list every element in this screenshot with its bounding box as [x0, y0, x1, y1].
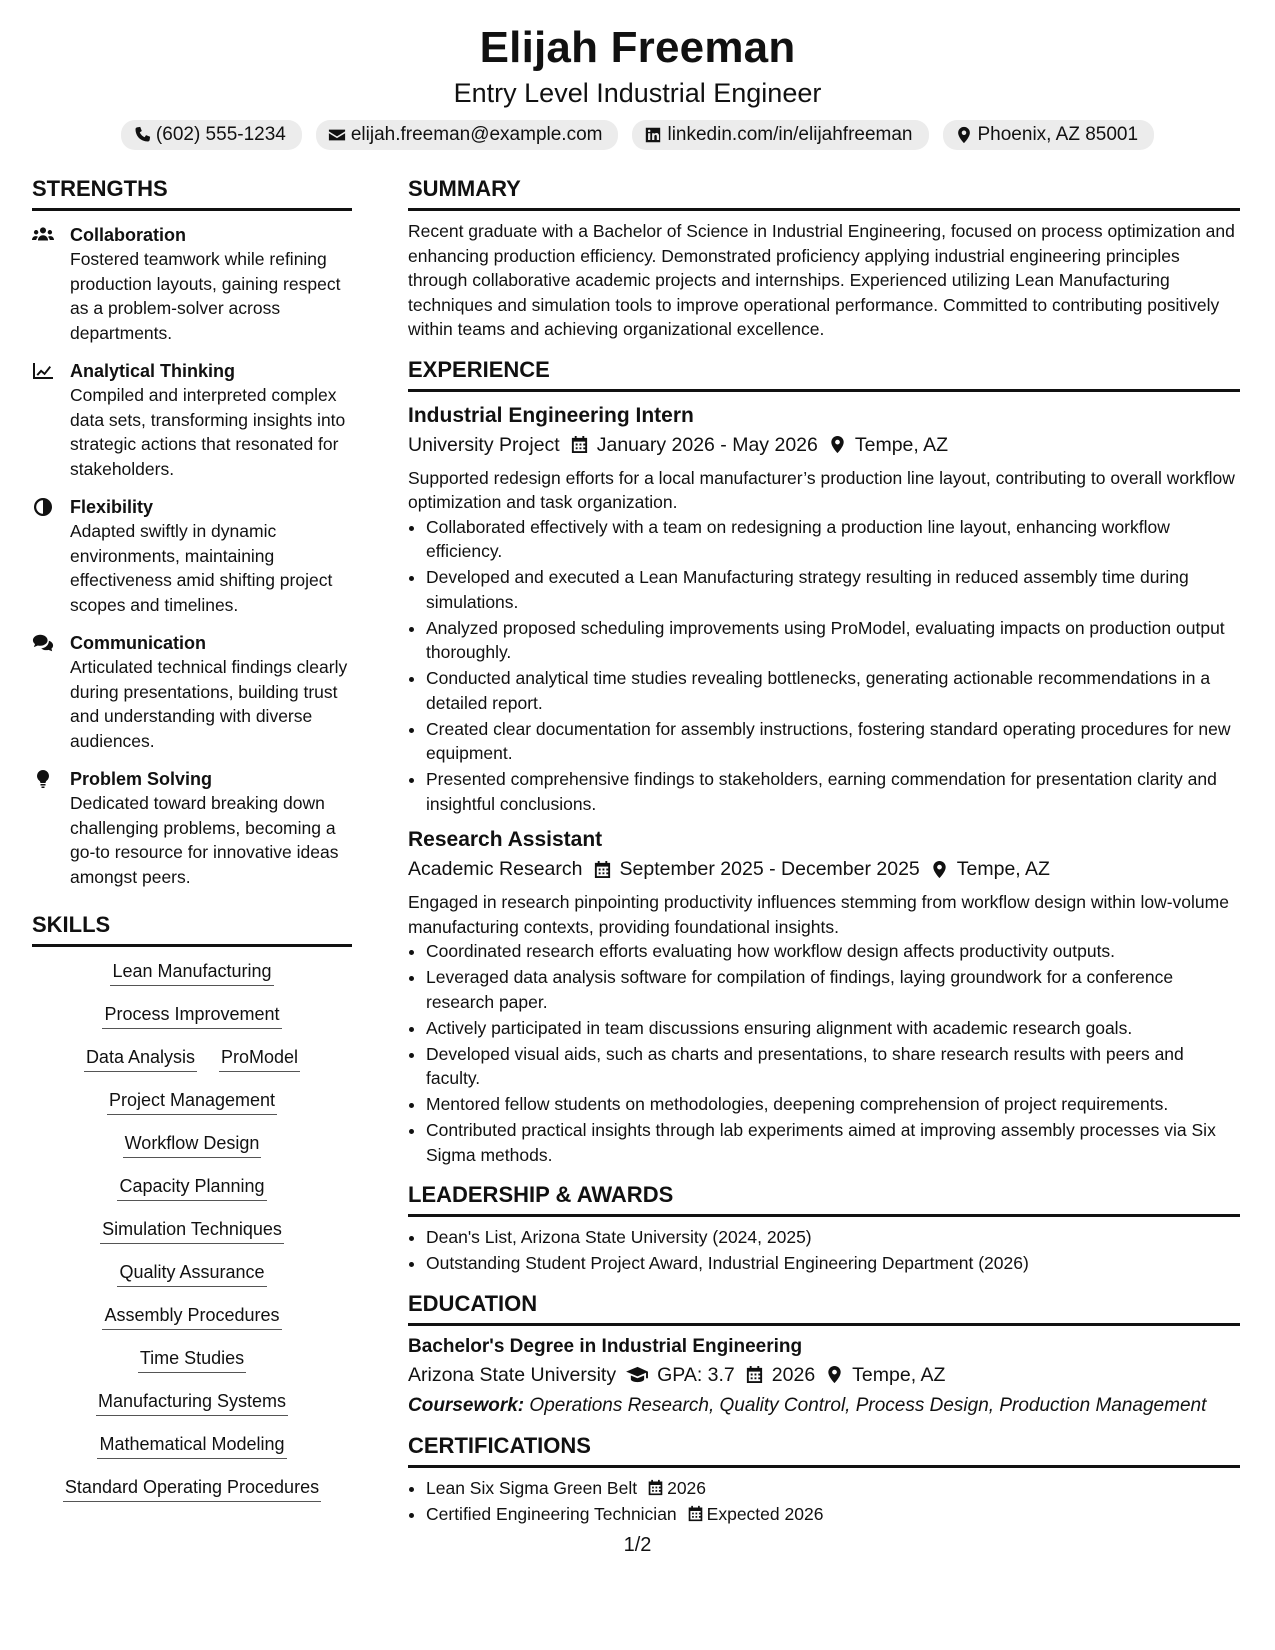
strengths-heading: STRENGTHS [32, 175, 352, 211]
strengths-list [32, 223, 352, 889]
job-bullet: • Leveraged data analysis software for compilation of findings, laying groundwork for a conference research paper. [426, 965, 1240, 1014]
education-school: Arizona State University [408, 1363, 617, 1386]
contact-linkedin[interactable] [632, 120, 928, 150]
education-coursework [408, 1394, 1240, 1418]
job-description: Engaged in research pinpointing productivity influences stemming from workflow design within low-volume manufacturing contexts, providing foundational insights. [408, 892, 1229, 937]
strength-description: Fostered teamwork while refining production layouts, gaining respect as a problem-solver across departments. [70, 249, 341, 343]
strength-name: Communication [70, 633, 207, 653]
contact-email[interactable] [316, 120, 619, 150]
resume-header [0, 0, 1275, 150]
job-entry [408, 826, 1240, 1167]
location-text: Phoenix, AZ 85001 [977, 124, 1139, 145]
coursework-label: Coursework: [408, 1394, 525, 1416]
job-bullet: • Contributed practical insights through lab experiments aimed at improving assembly processes via Six Sigma methods. [426, 1118, 1240, 1167]
chart-line-icon [32, 361, 54, 381]
envelope-icon [328, 126, 346, 144]
job-role: Industrial Engineering Intern [408, 403, 694, 427]
resume-body [32, 175, 1243, 1528]
skill-tag: Manufacturing Systems [96, 1389, 288, 1416]
education-meta [408, 1360, 1240, 1390]
contact-phone[interactable] [121, 120, 302, 150]
skill-tag: ProModel [219, 1045, 300, 1072]
strength-item [32, 631, 352, 753]
skill-tag: Mathematical Modeling [97, 1432, 286, 1459]
skill-tag: Simulation Techniques [100, 1217, 284, 1244]
certification-name: • Certified Engineering Technician [426, 1503, 677, 1524]
education-gpa: GPA: 3.7 [657, 1363, 735, 1386]
job-description: Supported redesign efforts for a local manufacturer’s production line layout, contributing to overall workflow optimization and task organization. [408, 467, 1235, 512]
strength-item [32, 767, 352, 889]
skill-tag: Assembly Procedures [102, 1303, 281, 1330]
right-column [408, 175, 1240, 1528]
job-meta [408, 430, 1240, 460]
job-bullet: • Analyzed proposed scheduling improvements using ProModel, evaluating impacts on production output thoroughly. [426, 616, 1240, 665]
job-dates: January 2026 - May 2026 [596, 433, 818, 456]
skill-tag: Quality Assurance [117, 1260, 266, 1287]
summary-text: Recent graduate with a Bachelor of Science in Industrial Engineering, focused on process optimization and enhancing production efficiency. Demonstrated proficiency applying industrial engineering principles through collaborative academic projects and internships. Experienced utilizing Lean Manufacturing techniques and simulation tools to improve operational performance. Committed to contributing positively within teams and achieving organizational excellence. [408, 221, 1235, 339]
graduation-cap-icon [626, 1365, 649, 1384]
adjust-icon [32, 497, 54, 517]
job-org: University Project [408, 433, 560, 456]
skill-tag: Lean Manufacturing [110, 959, 273, 986]
calendar-icon [745, 1365, 764, 1384]
map-pin-icon [930, 860, 949, 879]
job-meta [408, 854, 1240, 884]
linkedin-text: linkedin.com/in/elijahfreeman [667, 124, 913, 145]
awards-list [408, 1225, 1240, 1276]
candidate-name: Elijah Freeman [479, 23, 796, 72]
linkedin-icon [644, 126, 662, 144]
strength-item [32, 223, 352, 345]
job-location: Tempe, AZ [956, 858, 1050, 880]
skill-tag: Process Improvement [102, 1002, 281, 1029]
job-bullet: • Presented comprehensive findings to stakeholders, earning commendation for presentation clarity and insightful conclusions. [426, 767, 1240, 816]
skills-list [32, 959, 352, 1518]
strength-item [32, 359, 352, 481]
comments-icon [32, 633, 54, 653]
job-bullet: • Created clear documentation for assembly instructions, fostering standard operating procedures for new equipment. [426, 717, 1240, 766]
left-column [32, 175, 352, 1528]
skill-tag: Standard Operating Procedures [63, 1475, 321, 1502]
strength-description: Dedicated toward breaking down challenging problems, becoming a go-to resource for innovative ideas amongst peers. [70, 793, 339, 887]
contact-location[interactable] [943, 120, 1155, 150]
candidate-title: Entry Level Industrial Engineer [453, 78, 822, 108]
calendar-icon [570, 435, 589, 454]
job-bullet: • Conducted analytical time studies revealing bottlenecks, generating actionable recommendations in a detailed report. [426, 666, 1240, 715]
job-role: Research Assistant [408, 828, 603, 851]
skill-tag: Time Studies [138, 1346, 246, 1373]
award-item: • Outstanding Student Project Award, Industrial Engineering Department (2026) [426, 1251, 1240, 1276]
calendar-icon [647, 1479, 664, 1496]
certifications-heading: CERTIFICATIONS [408, 1432, 1240, 1468]
award-item: • Dean's List, Arizona State University (2024, 2025) [426, 1225, 1240, 1250]
phone-icon [133, 126, 151, 144]
skill-tag: Project Management [107, 1088, 277, 1115]
experience-heading: EXPERIENCE [408, 356, 1240, 392]
calendar-icon [593, 860, 612, 879]
awards-heading: LEADERSHIP & AWARDS [408, 1181, 1240, 1217]
skill-tag: Capacity Planning [117, 1174, 266, 1201]
skill-tag: Data Analysis [84, 1045, 197, 1072]
job-bullet: • Coordinated research efforts evaluating how workflow design affects productivity outputs. [426, 939, 1240, 964]
skills-heading: SKILLS [32, 911, 352, 947]
map-pin-icon [955, 126, 973, 144]
map-pin-icon [825, 1365, 844, 1384]
certification-item [426, 1476, 1240, 1501]
coursework-list: Operations Research, Quality Control, Process Design, Production Management [529, 1394, 1207, 1416]
lightbulb-icon [32, 769, 54, 789]
page-number: 1/2 [623, 1534, 652, 1556]
strength-name: Analytical Thinking [70, 361, 236, 381]
skill-tag: Workflow Design [123, 1131, 262, 1158]
certification-item [426, 1502, 1240, 1527]
education-location: Tempe, AZ [852, 1363, 946, 1386]
job-bullet: • Mentored fellow students on methodologies, deepening comprehension of project requirements. [426, 1092, 1240, 1117]
strength-description: Adapted swiftly in dynamic environments, maintaining effectiveness amid shifting project scopes and timelines. [70, 521, 333, 615]
calendar-icon [687, 1505, 704, 1522]
certification-name: • Lean Six Sigma Green Belt [426, 1477, 638, 1498]
certifications-list [408, 1476, 1240, 1527]
email-text: elijah.freeman@example.com [350, 124, 603, 145]
education-year: 2026 [771, 1363, 816, 1386]
summary-heading: SUMMARY [408, 175, 1240, 211]
strength-description: Articulated technical findings clearly during presentations, building trust and understanding with diverse audiences. [70, 657, 348, 751]
phone-text: (602) 555-1234 [155, 124, 286, 145]
job-bullet: • Developed and executed a Lean Manufacturing strategy resulting in reduced assembly time during simulations. [426, 565, 1240, 614]
job-bullet: • Collaborated effectively with a team on redesigning a production line layout, enhancing workflow efficiency. [426, 515, 1240, 564]
strength-name: Collaboration [70, 225, 186, 245]
job-bullet: • Actively participated in team discussions ensuring alignment with academic research goals. [426, 1016, 1240, 1041]
education-heading: EDUCATION [408, 1290, 1240, 1326]
job-bullet: • Developed visual aids, such as charts and presentations, to share research results with peers and faculty. [426, 1042, 1240, 1091]
job-dates: September 2025 - December 2025 [619, 858, 920, 880]
job-location: Tempe, AZ [854, 433, 949, 456]
users-icon [32, 225, 54, 245]
map-pin-icon [828, 435, 847, 454]
strength-item [32, 495, 352, 617]
job-org: Academic Research [408, 858, 583, 880]
job-entry [408, 402, 1240, 817]
strength-name: Flexibility [70, 497, 154, 517]
strength-description: Compiled and interpreted complex data sets, transforming insights into strategic actions that resonated for stakeholders. [70, 385, 346, 479]
certification-date: 2026 [667, 1477, 707, 1498]
job-bullets [408, 515, 1240, 817]
education-degree: Bachelor's Degree in Industrial Engineering [408, 1335, 803, 1357]
certification-date: Expected 2026 [706, 1503, 824, 1524]
strength-name: Problem Solving [70, 769, 213, 789]
contact-bar [0, 120, 1275, 150]
job-bullets [408, 939, 1240, 1167]
